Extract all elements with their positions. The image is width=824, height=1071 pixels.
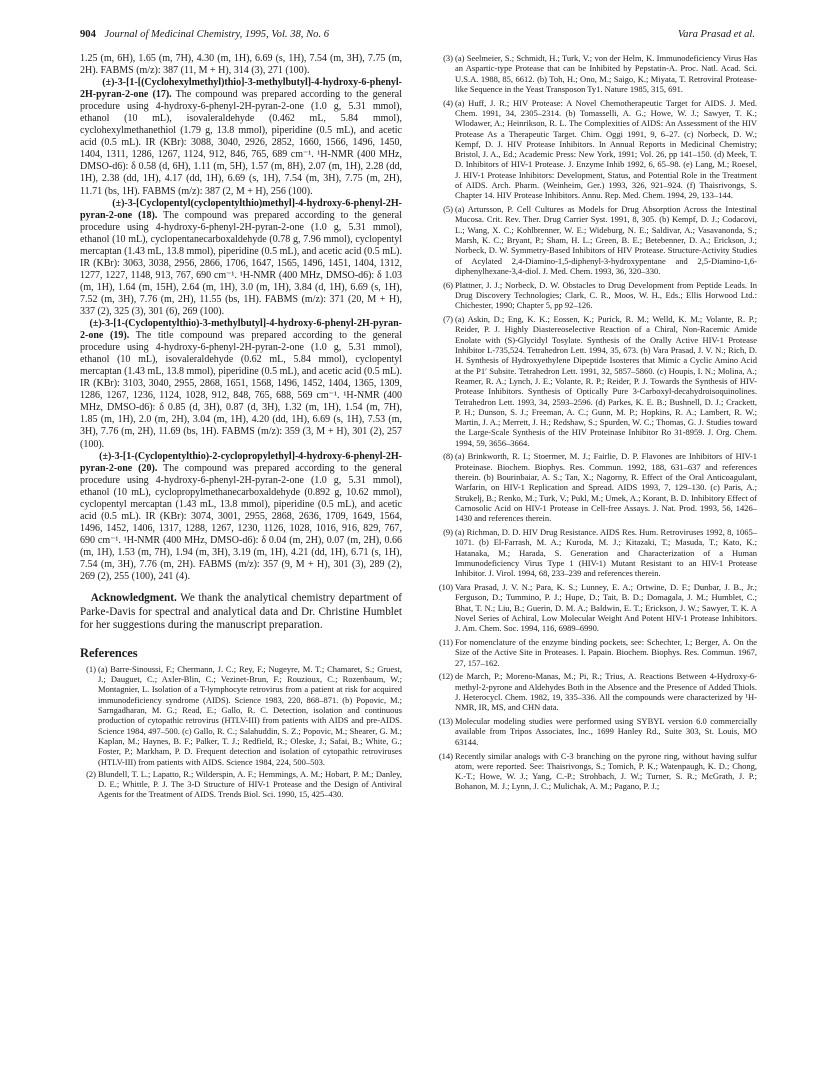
- running-authors: Vara Prasad et al.: [677, 29, 755, 40]
- reference-item: [435, 53, 757, 94]
- reference-number: (5): [443, 204, 453, 215]
- reference-item: [435, 637, 757, 668]
- journal-citation: Journal of Medicinal Chemistry, 1995, Vol. 38, No. 6: [104, 29, 330, 40]
- reference-number: (4): [443, 97, 453, 108]
- reference-text: Plattner, J. J.; Norbeck, D. W. Obstacles to Drug Development from Peptide Leads. In Drug Discovery Technologies; Clark, C. R., Moos, W. H., Eds.; Ellis Horwood Ltd.: Chichester, 1990; Chapter 5, pp 92–126.: [455, 279, 757, 311]
- reference-item: [435, 314, 757, 448]
- reference-item: [435, 527, 757, 578]
- compound-17-text: The compound was prepared according to the general procedure using 4-hydroxy-6-phenyl-2H-pyran-2-one (1.0 g, 5.31 mmol), ethanol (10 mL), isovaleraldehyde (0.462 mL, 5.84 mmol), cyclohexylmethanethiol (1.79 g, 13.8 mmol), piperidine (0.5 mL), and acetic acid (0.5 mL). IR (KBr): 3088, 3040, 2926, 2852, 1660, 1566, 1496, 1450, 1404, 1311, 1286, 1267, 1124, 912, 846, 765, 689 cm⁻¹. ¹H-NMR (400 MHz, DMSO-d6): δ 0.58 (d, 6H), 1.11 (m, 5H), 1.57 (m, 8H), 2.07 (m, 1H), 2.28 (dd, 1H), 2.38 (dd, 1H), 4.17 (dd, 1H), 6.69 (s, 1H), 7.54 (m, 3H), 7.75 (m, 2H), 11.71 (bs, 1H). FABMS (m/z): 387 (2, M + H), 256 (100).: [80, 89, 402, 197]
- reference-item: [435, 280, 757, 311]
- left-column: [80, 53, 402, 802]
- compound-18-title: (±)-3-[Cyclopentyl(cyclopentylthio)methyl]-4-hydroxy-6-phenyl-2H-pyran-2-one (18).: [80, 197, 402, 221]
- reference-item: [435, 716, 757, 747]
- reference-item: [80, 664, 402, 767]
- reference-number: (8): [443, 451, 453, 462]
- reference-number: (14): [438, 750, 453, 761]
- compound-19-text: The title compound was prepared according to the general procedure using 4-hydroxy-6-phenyl-2H-pyran-2-one (1.0 g, 5.31 mmol), ethanol (10 mL), isovaleraldehyde (0.62 mL, 5.84 mmol), cyclopentyl mercaptan (1.43 mL, 13.8 mmol), piperidine (0.5 mL), and acetic acid (0.5 mL). IR (KBr): 3103, 3040, 2955, 2868, 1651, 1568, 1496, 1452, 1404, 1365, 1309, 1286, 1267, 1236, 1124, 1028, 912, 848, 765, 688, 569 cm⁻¹. ¹H-NMR (400 MHz, DMSO-d6): δ 0.85 (d, 3H), 0.87 (d, 3H), 1.32 (m, 1H), 1.54 (m, 7H), 1.85 (m, 1H), 2.0 (m, 2H), 3.04 (m, 1H), 4.20 (dd, 1H), 6.69 (s, 1H), 7.53 (m, 3H), 7.76 (m, 2H), 11.69 (bs, 1H). FABMS (m/z): 359 (3, M + H), 301 (2), 257 (100).: [80, 330, 403, 450]
- reference-number: (12): [438, 671, 453, 682]
- experimental-section: [80, 53, 402, 583]
- reference-text: For nomenclature of the enzyme binding pockets, see: Schechter, I.; Berger, A. On the Size of the Active Site in Proteases. I. Papain. Biochem. Biophys. Res. Commun. 1967, 27, 157–162.: [455, 637, 757, 668]
- reference-text: (a) Askin, D.; Eng, K. K.; Eossen, K.; Purick, R. M.; Welld, K. M.; Volante, R. P.; Reider, P. J. Highly Diastereoselective Reaction of a Chiral, Non-Racemic Amide Enolate with (S)-Glycidyl Tosylate. Synthesis of the Orally Active HIV-1 Protease Inhibitor L-735,524. Tetrahedron Lett. 1994, 35, 673. (b) Vara Prasad, J. V. N.; Rich, D. H. Synthesis of Hydroxyethylene Dipeptide Isosteres that Mimic a Cyclic Amino Acid at the P1′ Subsite. Tetrahedron Lett. 1991, 32, 5857–5860. (c) Houpis, I. N.; Molina, A.; Reamer, R. A.; Lynch, J. E.; Volante, R. P.; Reider, P. J. Towards the Synthesis of HIV-Protease Inhibitors. Synthesis of Optically Pure 3-Carboxyl-decahydroisoquinolines. Tetrahedron Lett. 1993, 34, 2593–2596. (d) Parkes, K. E. B.; Bushnell, D. J.; Crackett, P. H.; Dunson, S. J.; Freeman, A. C.; Gunn, M. P.; Hopkins, R. A.; Lambert, R. W.; Martin, J. A.; Merrett, J. H.; Redshaw, S.; Spurden, W. C.; Thomas, G. J. Studies toward the Large-Scale Synthesis of the HIV Proteinase Inhibitor Ro 31-8959. J. Org. Chem. 1994, 59, 3656–3664.: [455, 314, 757, 448]
- compound-17-paragraph: [80, 77, 402, 197]
- reference-number: (3): [443, 53, 453, 63]
- reference-number: (6): [443, 279, 453, 290]
- reference-number: (1): [86, 663, 96, 674]
- page-number: 904: [80, 29, 96, 40]
- compound-20-title: (±)-3-[1-(Cyclopentylthio)-2-cyclopropylethyl]-4-hydroxy-6-phenyl-2H-pyran-2-one (20).: [80, 450, 402, 474]
- compound-20-text: The compound was prepared according to the general procedure using 4-hydroxy-6-phenyl-2H-pyran-2-one (1.0 g, 5.31 mmol), ethanol (10 mL), cyclopropylmethanecarboxaldehyde (0.892 g, 10.62 mmol), cyclopentyl mercaptan (1.43 mL, 13.8 mmol), piperidine (0.5 mL), and acetic acid (0.5 mL). IR (KBr): 3074, 3001, 2955, 2868, 2636, 1709, 1649, 1564, 1496, 1452, 1406, 1317, 1288, 1267, 1230, 1126, 1028, 1016, 916, 829, 767, 690 cm⁻¹. ¹H-NMR (400 MHz, DMSO-d6): δ 0.04 (m, 2H), 0.07 (m, 2H), 0.66 (m, 1H), 1.53 (m, 7H), 1.94 (m, 3H), 3.19 (m, 1H), 4.21 (dd, 1H), 6.71 (s, 1H), 7.54 (m, 3H), 7.76 (m, 2H). FABMS (m/z): 357 (9, M + H), 301 (3), 289 (2), 269 (2), 255 (100), 241 (4).: [80, 462, 402, 583]
- references-list-right: [435, 53, 757, 792]
- acknowledgment-text: We thank the analytical chemistry department of Parke-Davis for spectral and analytical data and Dr. Christine Humblet for her suggestions during the manuscript preparation.: [80, 592, 402, 632]
- compound-20-paragraph: [80, 451, 402, 584]
- reference-text: (a) Huff, J. R.; HIV Protease: A Novel Chemotherapeutic Target for AIDS. J. Med. Chem. 1991, 34, 2305–2314. (b) Tomasselli, A. G.; Howe, W. J.; Sawyer, T. K.; Wlodawer, A.; Heinrikson, R. L. The Complexities of AIDS: An Assessment of the HIV Protease As a Therapeutic Target. Chim. Oggi 1991, 9, 6–27. (c) Norbeck, D. W.; Kempf, D. J. HIV Protease Inhibitors. In Annual Reports in Medicinal Chemistry; Bristol, J. A., Ed.; Academic Press: New York, 1991; Vol. 26, pp 141–150. (d) Meek, T. D. Inhibitors of HIV-1 Protease. J. Enzyme Inhib 1992, 6, 65–98. (e) Lang, M.; Roesel, J. HIV-1 Protease Inhibitors: Development, Status, and Potential Role in the Treatment of AIDS. Arch. Pharm. (Weinheim, Ger.) 1993, 326, 921–924. (f) Thaisrivongs, S. Chapter 14. HIV Protease Inhibitors. Annu. Rep. Med. Chem. 1994, 29, 133–144.: [455, 97, 757, 201]
- reference-item: [435, 451, 757, 523]
- reference-text: Vara Prasad, J. V. N.; Para, K. S.; Lunney, E. A.; Ortwine, D. F.; Dunbar, J. B., Jr.; Ferguson, D.; Tummino, P. J.; Hupe, D.; Tait, B. D.; Domagala, J. M.; Humblet, C.; Bhat, T. N.; Liu, B.; Guerin, D. M. A.; Baldwin, E. T.; Erickson, J. W.; Sawyer, T. K. A Novel Series of Achiral, Low Molecular Weight And Potent HIV-1 Protease Inhibitors. J. Am. Chem. Soc. 1994, 116, 6989–6990.: [455, 582, 757, 634]
- compound-19-paragraph: [80, 318, 402, 451]
- reference-text: (a) Barre-Sinoussi, F.; Chermann, J. C.; Rey, F.; Nugeyre, M. T.; Chamaret, S.; Gruest, J.; Dauguet, C.; Axler-Blin, C.; Vezinet-Brun, F.; Rouzioux, C.; Rozenbaum, W.; Montagnier, L. Isolation of a T-lymphocyte retrovirus from a patient at risk for acquired immunodeficiency syndrome (AIDS). Science 1983, 220, 868–871. (b) Popovic, M.; Sarngadharan, M. G.; Read, E.; Gallo, R. C. Detection, isolation and continuous production of cytopathic retrovirus (HTLV-III) from patients with AIDS and pre-AIDS. Science 1984, 497–500. (c) Gallo, R. C.; Salahuddin, S. Z.; Popovic, M.; Shearer, G. M.; Kaplan, M.; Haynes, B. F.; Palker, T. J.; Redfield, R.; Oleske, J.; Safai, B.; White, G.; Foster, P.; Markham, P. D. Frequent detection and isolation of cytopathic retroviruses (HTLV-III) from patients with AIDS. Science 1984, 224, 500–503.: [98, 663, 402, 767]
- reference-text: (a) Artursson, P. Cell Cultures as Models for Drug Absorption Across the Intestinal Mucosa. Crit. Rev. Ther. Drug Carrier Syst. 1991, 8, 305. (b) Kempf, D. J.; Codacovi, L.; Wang, X. C.; Kohlbrenner, W. E.; Wideburg, N. E.; Saldivar, A.; Vasavanonda, S.; Marsh, K. C.; Bryant, P.; Sham, H. L.; Green, B. E.; Betebenner, D. A.; Erickson, J.; Norbeck, D. W. Symmetry-Based Inhibitors of HIV Protease. Structure-Activity Studies of Acylated 2,4-Diamino-1,5-diphenyl-3-hydroxypentane and 2,5-Diamino-1,6-diphenylhexane-3,4-diol. J. Med. Chem. 1993, 36, 320–330.: [455, 204, 757, 276]
- compound-17-title: (±)-3-[1-[(Cyclohexylmethyl)thio]-3-methylbutyl]-4-hydroxy-6-phenyl-2H-pyran-2-one (17).: [80, 77, 402, 101]
- reference-number: (13): [438, 716, 453, 727]
- compound-19-title: (±)-3-[1-(Cyclopentylthio)-3-methylbutyl]-4-hydroxy-6-phenyl-2H-pyran-2-one (19).: [80, 318, 402, 342]
- reference-number: (10): [438, 582, 453, 593]
- references-list-left: [80, 664, 402, 800]
- compound-18-paragraph: [80, 198, 402, 318]
- reference-number: (9): [443, 527, 453, 538]
- reference-item: [435, 582, 757, 633]
- reference-text: Recently similar analogs with C-3 branching on the pyrone ring, without having sulfur atom, were reported. See: Thaisrivongs, S.; Tomich, P. K.; Watenpaugh, K. D.; Chong, K.-T.; Howe, W. J.; Yang, C.-P.; Strohbach, J. W.; Turner, S. R.; McGrath, J. P.; Bohanon, M. J.; Lynn, J. C.; Mulichak, A. M.; Pagano, P. J.;: [455, 750, 757, 792]
- reference-item: [435, 98, 757, 201]
- reference-text: Molecular modeling studies were performed using SYBYL version 6.0 commercially available from Tripos Associates, Inc., 1699 Hanley Rd., Suite 303, St. Louis, MO 63144.: [455, 716, 757, 747]
- intro-paragraph: 1.25 (m, 6H), 1.65 (m, 7H), 4.30 (m, 1H), 6.69 (s, 1H), 7.54 (m, 3H), 7.75 (m, 2H). FABMS (m/z): 387 (11, M + H), 314 (3), 271 (100).: [80, 53, 402, 77]
- reference-text: Blundell, T. L.; Lapatto, R.; Wilderspin, A. F.; Hemmings, A. M.; Hobart, P. M.; Danley, D. E.; Whittle, P. J. The 3-D Structure of HIV-1 Protease and the Design of Antiviral Agents for the Treatment of AIDS. Trends Biol. Sci. 1990, 15, 425–430.: [98, 768, 402, 800]
- reference-number: (11): [439, 637, 453, 648]
- right-column: [435, 53, 757, 795]
- reference-number: (2): [86, 768, 96, 779]
- reference-text: (a) Richman, D. D. HIV Drug Resistance. AIDS Res. Hum. Retroviruses 1992, 8, 1065–1071. (b) El-Farrash, M. A.; Kuroda, M. J.; Kitazaki, T.; Masuda, T.; Kato, K.; Hatanaka, M.; Harada, S. Generation and Characterization of a Human Immunodeficiency Virus Type 1 (HIV-1) Mutant Resistant to an HIV-1 Protease Inhibitor. J. Virol. 1994, 68, 233–239 and references therein.: [455, 527, 757, 579]
- reference-item: [80, 769, 402, 800]
- reference-text: de March, P.; Moreno-Manas, M.; Pi, R.; Trius, A. Reactions Between 4-Hydroxy-6-methyl-2-pyrone and Aldehydes Both in the Absence and the Presence of Added Thiols. J. Heterocycl. Chem. 1982, 19, 335–336. All the compounds were characterized by ¹H-NMR, IR, MS, and CHN data.: [455, 671, 757, 713]
- reference-item: [435, 671, 757, 712]
- references-heading: References: [80, 645, 138, 660]
- reference-number: (7): [443, 314, 453, 325]
- reference-text: (a) Brinkworth, R. I.; Stoermer, M. J.; Fairlie, D. P. Flavones are Inhibitors of HIV-1 Proteinase. Biochem. Biophys. Res. Commun. 1992, 188, 631–637 and references therein. (b) Bourinbaiar, A. S.; Tan, X.; Nagorny, R. Effect of the Oral Anticoagulant, Warfarin, on HIV-1 Replication and Spread. AIDS 1993, 7, 129–130. (c) Paris, A.; Strukelj, B.; Renko, M.; Turk, V.; Pukl, M.; Umek, A.; Korant, B. D. Inhibitory Effect of Carnosolic Acid on HIV-1 Protease in Cell-free Assays. J. Nat. Prod. 1993, 56, 1426–1430 and references therein.: [455, 451, 757, 524]
- acknowledgment: [80, 592, 402, 633]
- running-header: [80, 29, 755, 43]
- reference-item: [435, 751, 757, 792]
- compound-18-text: The compound was prepared according to the general procedure using 4-hydroxy-6-phenyl-2H-pyran-2-one (1.0 g, 5.31 mmol), ethanol (10 mL), cyclopentanecarboxaldehyde (0.78 g, 7.96 mmol), cyclopentyl mercaptan (1.43 mL, 13.8 mmol), piperidine (0.5 mL), and acetic acid (0.5 mL). IR (KBr): 3063, 3038, 2956, 2866, 1706, 1647, 1565, 1496, 1451, 1404, 1312, 1277, 1227, 1148, 913, 767, 690 cm⁻¹. ¹H-NMR (400 MHz, DMSO-d6): δ 1.03 (m, 1H), 1.64 (m, 15H), 2.64 (m, 1H), 3.0 (m, 1H), 3.84 (d, 1H), 6.69 (s, 1H), 7.52 (m, 3H), 7.76 (m, 2H), 11.55 (bs, 1H). FABMS (m/z): 371 (20, M + H), 337 (2), 325 (3), 301 (6), 269 (100).: [80, 209, 402, 317]
- reference-item: [435, 204, 757, 276]
- acknowledgment-heading: Acknowledgment.: [90, 592, 177, 605]
- reference-text: (a) Seelmeier, S.; Schmidt, H.; Turk, V.; von der Helm, K. Immunodeficiency Virus Has an Aspartic-type Protease that can be Inhibited by Pepstatin-A. Proc. Natl. Acad. Sci. U.S.A. 1988, 85, 6612. (b) Toh, H.; Ono, M.; Saigo, K.; Miyata, T. Retroviral Protease-like Sequence in the Yeast Transposon Ty1. Nature 1985, 315, 691.: [455, 53, 757, 94]
